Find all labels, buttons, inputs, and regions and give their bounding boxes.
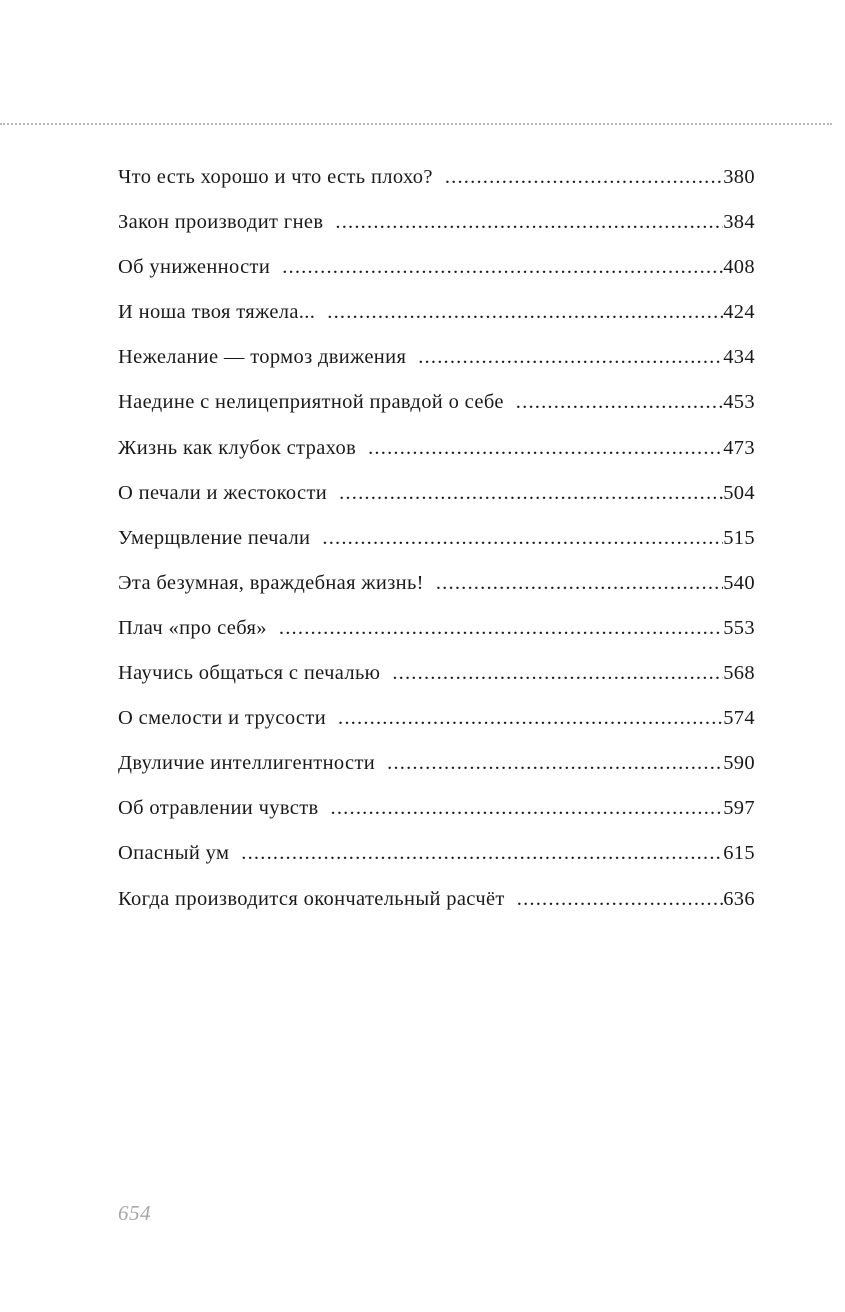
toc-entry: [118, 388, 755, 433]
toc-entry: [118, 614, 755, 659]
dot-leader: [331, 794, 724, 822]
dot-leader: [445, 163, 723, 191]
toc-entry-page: 636: [723, 887, 755, 910]
toc-entry-title: Умерщвление печали: [118, 526, 311, 549]
toc-entry: [118, 839, 755, 884]
dot-leader: [516, 388, 723, 416]
toc-entry-page: 590: [723, 752, 755, 775]
toc-entry: [118, 794, 755, 839]
toc-entry-page: 408: [723, 256, 755, 279]
toc-entry-title: Научись общаться с печалью: [118, 662, 381, 685]
dot-leader: [387, 749, 723, 777]
dot-leader: [338, 704, 723, 732]
toc-entry-title: Жизнь как клубок страхов: [118, 436, 357, 459]
toc-entry-title: И ноша твоя тяжела...: [118, 301, 316, 324]
dot-leader: [392, 659, 723, 687]
toc-entry: [118, 479, 755, 524]
toc-entry-title: Плач «про себя»: [118, 616, 267, 639]
dot-leader: [418, 343, 723, 371]
toc-entry-page: 540: [723, 571, 755, 594]
toc-entry: [118, 659, 755, 704]
dot-leader: [339, 479, 723, 507]
dot-leader: [282, 253, 723, 281]
toc-entry-page: 615: [723, 842, 755, 865]
page-number: 654: [118, 1201, 151, 1225]
toc-entry-title: Что есть хорошо и что есть плохо?: [118, 166, 433, 188]
toc-entry-title: О смелости и трусости: [118, 707, 327, 730]
toc-entry: [118, 343, 755, 388]
toc-entry-page: 597: [723, 797, 755, 820]
toc-entry-title: Когда производится окончательный расчёт: [118, 887, 505, 910]
toc-entry-title: Закон производит гнев: [118, 211, 324, 234]
toc-entry-title: Наедине с нелицеприятной правдой о себе: [118, 391, 504, 414]
toc-entry: [118, 749, 755, 794]
toc-entry-page: 553: [723, 616, 755, 639]
toc-entry-title: Опасный ум: [118, 842, 230, 865]
dot-leader: [436, 569, 723, 597]
dotted-divider: [0, 123, 832, 125]
toc-entry-title: Двуличие интеллигентности: [118, 752, 376, 775]
toc-entry: [118, 298, 755, 343]
toc-entry-page: 515: [723, 526, 755, 549]
toc-entry: [118, 208, 755, 253]
toc-entry-title: Эта безумная, враждебная жизнь!: [118, 571, 424, 594]
dot-leader: [279, 614, 723, 642]
dot-leader: [241, 839, 723, 867]
toc-entry-page: 434: [723, 346, 755, 369]
toc-entry-page: 424: [723, 301, 755, 324]
toc-entry-title: Нежелание — тормоз движения: [118, 346, 407, 369]
table-of-contents: [118, 163, 755, 930]
toc-entry: [118, 569, 755, 614]
toc-entry-page: 568: [723, 662, 755, 685]
dot-leader: [517, 885, 723, 913]
toc-entry: [118, 524, 755, 569]
toc-entry-page: 453: [723, 391, 755, 414]
toc-entry: [118, 253, 755, 298]
toc-entry-page: 384: [723, 211, 755, 234]
toc-entry: [118, 434, 755, 479]
toc-entry-page: 380: [723, 166, 755, 188]
toc-entry-title: О печали и жестокости: [118, 481, 328, 504]
dot-leader: [327, 298, 723, 326]
toc-entry-page: 504: [723, 481, 755, 504]
toc-entry-page: 473: [723, 436, 755, 459]
dot-leader: [322, 524, 723, 552]
toc-entry: [118, 704, 755, 749]
toc-entry-page: 574: [723, 707, 755, 730]
toc-entry: [118, 163, 755, 208]
dot-leader: [368, 434, 723, 462]
toc-entry-title: Об униженности: [118, 256, 271, 279]
toc-entry: [118, 885, 755, 930]
toc-entry-title: Об отравлении чувств: [118, 797, 319, 820]
dot-leader: [335, 208, 723, 236]
